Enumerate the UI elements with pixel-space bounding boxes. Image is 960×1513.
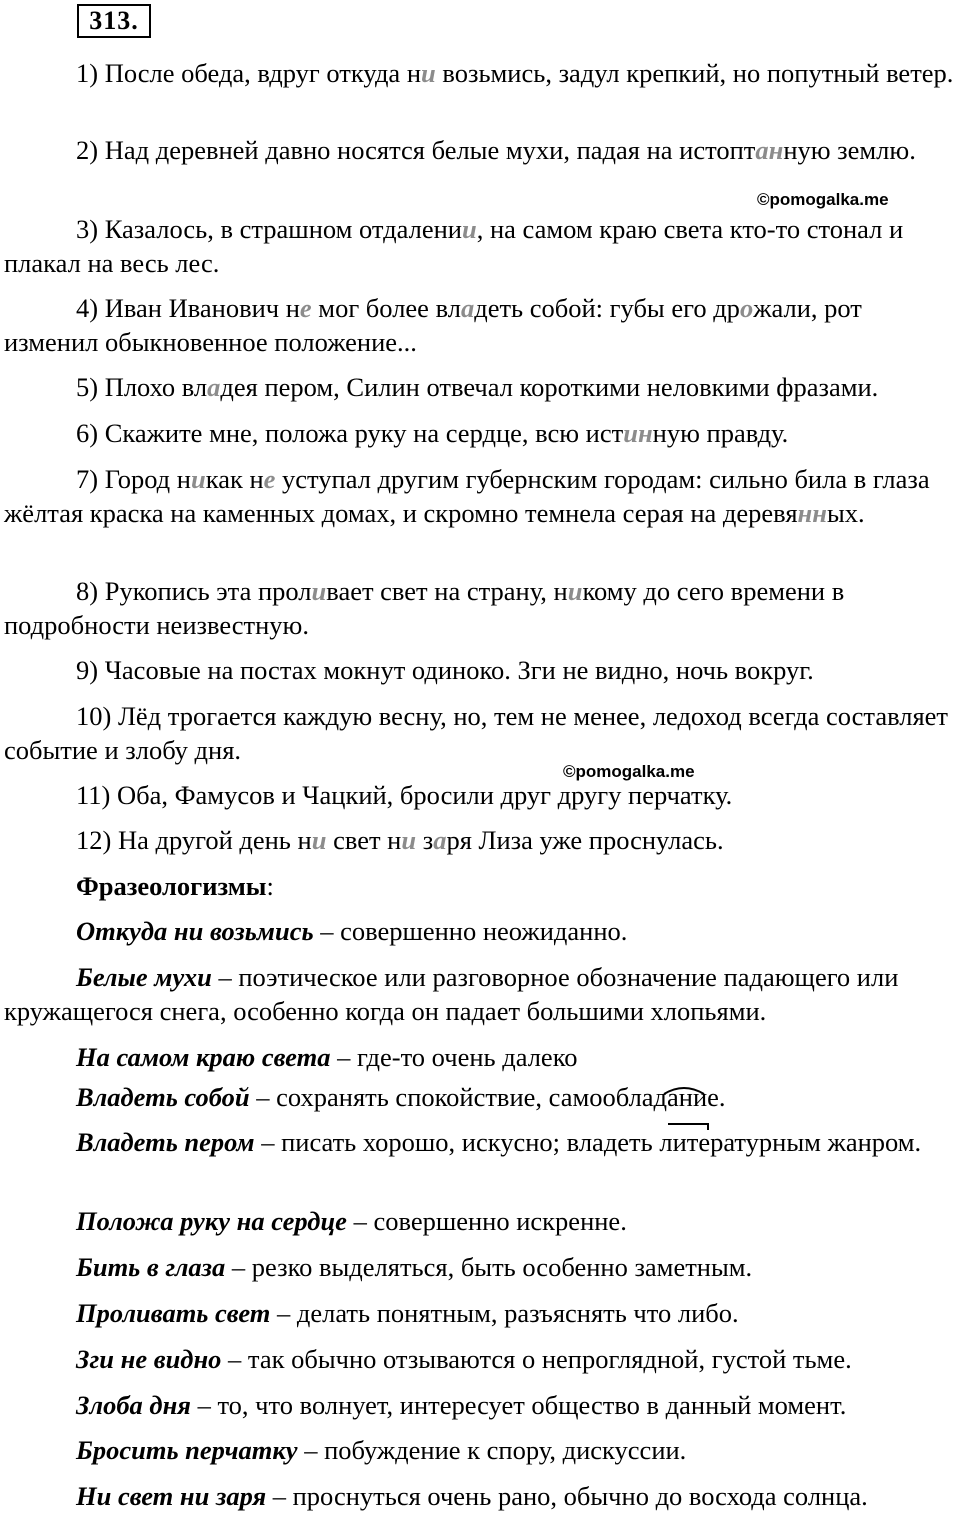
root-morpheme-mark xyxy=(660,1080,720,1130)
sentence-10: 10) Лёд трогается каждую весну, но, тем не менее, ледоход всегда составляет событие и злобу дня. xyxy=(4,701,949,765)
idiom-9: Зги не видно – так обычно отзываются о непроглядной, густой тьме. xyxy=(76,1344,852,1374)
sentence-9: 9) Часовые на постах мокнут одиноко. Зги не видно, ночь вокруг. xyxy=(76,655,814,685)
sentence-3: 3) Казалось, в страшном отдалении, на самом краю света кто-то стонал и плакал на весь лес. xyxy=(4,214,904,278)
idiom-5: Владеть пером – писать хорошо, искусно; владеть литературным жанром. xyxy=(76,1127,922,1157)
idiom-6: Положа руку на сердце – совершенно искренне. xyxy=(76,1206,627,1236)
watermark: ©pomogalka.me xyxy=(563,762,695,781)
sentence-2: 2) Над деревней давно носятся белые мухи, падая на истоптанную землю. xyxy=(76,135,916,165)
watermark: ©pomogalka.me xyxy=(757,190,889,209)
idiom-11: Бросить перчатку – побуждение к спору, дискуссии. xyxy=(76,1435,687,1465)
idiom-7: Бить в глаза – резко выделяться, быть особенно заметным. xyxy=(76,1252,753,1282)
sentence-4: 4) Иван Иванович не мог более владеть собой: губы его дрожали, рот изменил обыкновенное положение... xyxy=(4,293,862,357)
idiom-12: Ни свет ни заря – проснуться очень рано, обычно до восхода солнца. xyxy=(76,1481,868,1511)
idiom-8: Проливать свет – делать понятным, разъяснять что либо. xyxy=(76,1298,739,1328)
sentence-7: 7) Город никак не уступал другим губернским городам: сильно била в глаза жёлтая краска на каменных домах, и скромно темнела серая на деревянных. xyxy=(4,464,930,528)
exercise-number: 313. xyxy=(77,4,151,38)
idiom-10: Злоба дня – то, что волнует, интересует общество в данный момент. xyxy=(76,1390,847,1420)
phraseology-heading: Фразеологизмы: xyxy=(76,871,274,901)
sentence-1: 1) После обеда, вдруг откуда ни возьмись, задул крепкий, но попутный ветер. xyxy=(76,58,954,88)
idiom-2: Белые мухи – поэтическое или разговорное обозначение падающего или кружащегося снега, особенно когда он падает большими хлопьями. xyxy=(4,962,899,1026)
sentence-6: 6) Скажите мне, положа руку на сердце, всю истинную правду. xyxy=(76,418,789,448)
idiom-1: Откуда ни возьмись – совершенно неожиданно. xyxy=(76,916,628,946)
sentence-11: 11) Оба, Фамусов и Чацкий, бросили друг другу перчатку. xyxy=(76,780,733,810)
idiom-4: Владеть собой – сохранять спокойствие, самообладание. xyxy=(76,1082,726,1112)
sentence-5: 5) Плохо владея пером, Силин отвечал короткими неловкими фразами. xyxy=(76,372,879,402)
idiom-3: На самом краю света – где-то очень далеко xyxy=(76,1042,578,1072)
sentence-8: 8) Рукопись эта проливает свет на страну, никому до сего времени в подробности неизвестную. xyxy=(4,576,845,640)
sentence-12: 12) На другой день ни свет ни заря Лиза уже проснулась. xyxy=(76,825,724,855)
